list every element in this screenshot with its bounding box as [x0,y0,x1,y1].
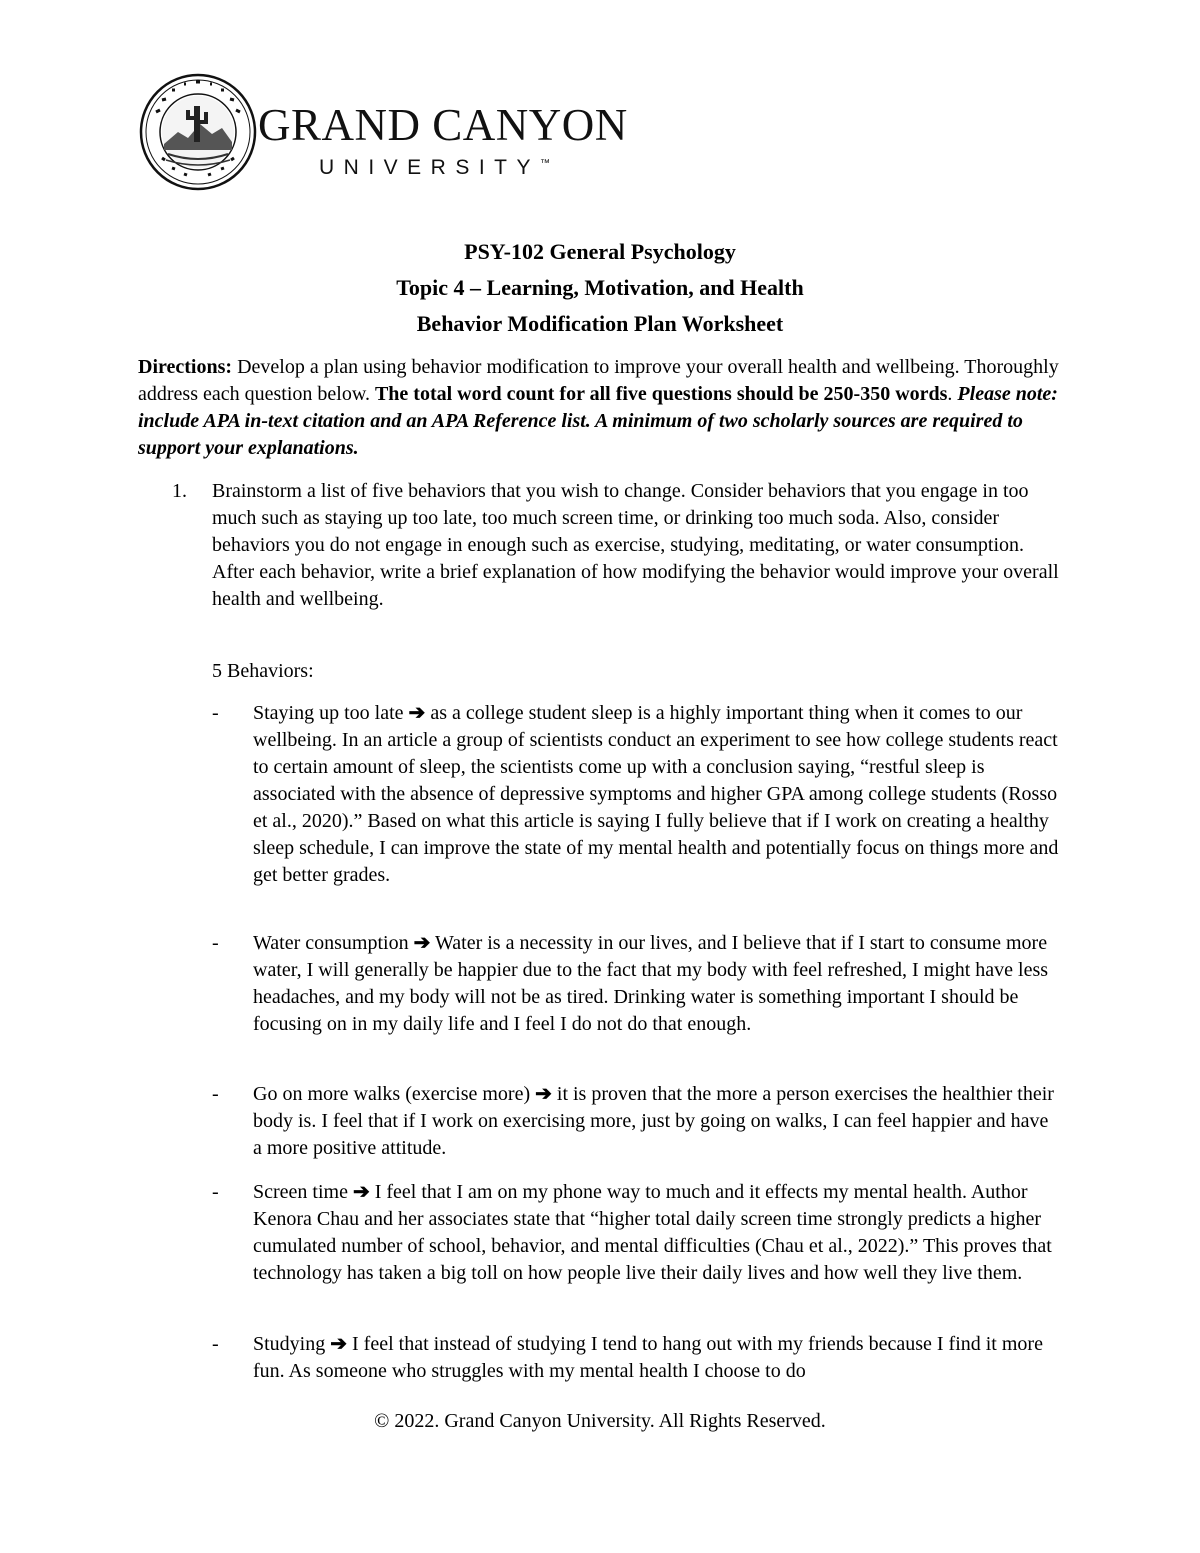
behavior-title: Staying up too late [253,702,404,724]
bullet-dash: - [212,1333,219,1355]
question-number: 1. [172,480,187,502]
arrow-icon: ➔ [535,1083,552,1105]
behaviors-heading: 5 Behaviors: [212,660,314,682]
trademark-symbol: ™ [540,158,551,169]
wordmark-main: GRAND CANYON [258,100,628,150]
bullet-dash: - [212,932,219,954]
university-logo [138,72,638,192]
behavior-text: I feel that I am on my phone way to much and it effects my mental health. Author Kenora Chau and her associates state that “higher total daily screen time strongly predicts a higher cumulated number of school, behavior, and mental difficulties (Chau et al., 2022).” This proves that technology has taken a big toll on how people live their daily lives and how well they live them. [253,1181,1052,1284]
copyright-footer: © 2022. Grand Canyon University. All Rights Reserved. [374,1410,826,1432]
behavior-text: I feel that instead of studying I tend to hang out with my friends because I find it more fun. As someone who struggles with my mental health I choose to do [253,1333,1043,1382]
directions-word-count: The total word count for all five questions should be 250-350 words [374,383,948,405]
directions-paragraph [138,354,1068,462]
arrow-icon: ➔ [408,702,426,724]
document-titles [0,234,1200,342]
bullet-dash: - [212,702,219,724]
arrow-icon: ➔ [352,1181,370,1203]
behavior-item [212,700,1062,889]
directions-label: Directions: [138,356,233,378]
behavior-title: Go on more walks (exercise more) [253,1083,531,1105]
directions-apa-note: Please note: include APA in-text citation and an APA Reference list. A minimum of two scholarly sources are required to support your explanations. [138,383,1058,459]
behavior-title: Studying [253,1333,326,1355]
behavior-title: Screen time [253,1181,348,1203]
wordmark-sub-text: UNIVERSITY [319,156,541,179]
behavior-text: it is proven that the more a person exercises the healthier their body is. I feel that if I work on exercising more, just by going on walks, I can feel happier and have a more positive attitude. [253,1083,1054,1159]
directions-period: . [947,383,958,405]
question-text: Brainstorm a list of five behaviors that you wish to change. Consider behaviors that you engage in too much such as staying up too late, too much screen time, or drinking too much soda. Also, consider behaviors you do not engage in enough such as exercise, studying, meditating, or water consumption. After each behavior, write a brief explanation of how modifying the behavior would improve your overall health and wellbeing. [212,480,1059,610]
wordmark-sub [319,157,550,178]
worksheet-title: Behavior Modification Plan Worksheet [416,311,784,336]
behavior-item [212,1179,1062,1287]
question-1 [172,478,1062,613]
behavior-item [212,930,1062,1038]
arrow-icon: ➔ [413,932,431,954]
arrow-icon: ➔ [330,1333,348,1355]
directions-text: Develop a plan using behavior modification to improve your overall health and wellbeing. Thoroughly address each question below. [138,356,1059,405]
course-title: PSY-102 General Psychology [464,239,736,264]
bullet-dash: - [212,1181,219,1203]
behavior-item [212,1081,1062,1162]
bullet-dash: - [212,1083,219,1105]
behavior-item [212,1331,1062,1385]
behavior-title: Water consumption [253,932,409,954]
university-seal-icon [138,72,258,192]
behavior-text: as a college student sleep is a highly important thing when it comes to our wellbeing. In an article a group of scientists conduct an experiment to see how college students react to certain amount of sleep, the scientists come up with a conclusion saying, “restful sleep is associated with the absence of depressive symptoms and higher GPA among college students (Rosso et al., 2020).” Based on what this article is saying I fully believe that if I work on creating a healthy sleep schedule, I can improve the state of my mental health and potentially focus on things more and get better grades. [253,702,1059,886]
behavior-text: Water is a necessity in our lives, and I believe that if I start to consume more water, I will generally be happier due to the fact that my body with feel refreshed, I might have less headaches, and my body will not be as tired. Drinking water is something important I should be focusing on in my daily life and I feel I do not do that enough. [253,932,1049,1035]
topic-title: Topic 4 – Learning, Motivation, and Health [396,275,804,300]
